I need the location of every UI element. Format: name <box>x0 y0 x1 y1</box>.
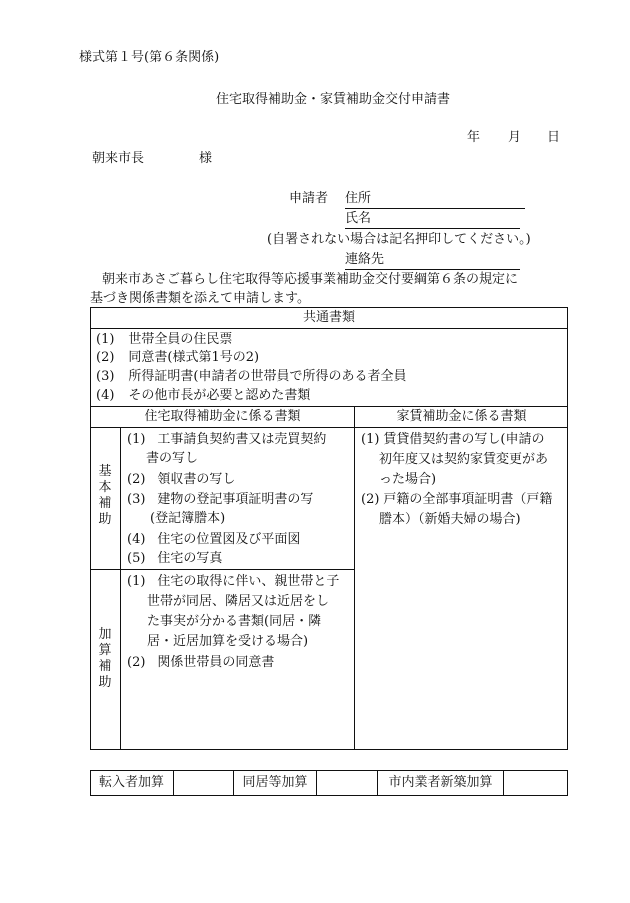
basic-label-char-4: 助 <box>98 512 112 527</box>
bonus-label-cohabit: 同居等加算 <box>242 775 308 790</box>
extra-label-char-2: 算 <box>98 643 112 658</box>
basic-item-5-num: (5) <box>127 551 146 566</box>
extra-label-char-4: 助 <box>98 675 112 690</box>
rent-item-1 <box>361 431 545 448</box>
date-month-label: 月 <box>508 130 522 145</box>
addressee-honorific: 様 <box>199 151 213 166</box>
extra-subsidy-label <box>96 627 114 691</box>
basic-label-char-1: 基 <box>98 464 112 479</box>
basic-subsidy-label <box>96 464 114 528</box>
extra-item-1-line-3: た事実が分かる書類(同居・隣 <box>147 614 322 629</box>
basic-label-char-3: 補 <box>98 496 112 511</box>
extra-item-1-line-4: 居・近居加算を受ける場合) <box>147 634 309 649</box>
basic-item-1-line-1: 工事請負契約書又は売買契約 <box>157 432 327 447</box>
extra-item-2-num: (2) <box>127 655 146 670</box>
name-field[interactable] <box>345 211 520 229</box>
body-line-1: 朝来市あさご暮らし住宅取得等応援事業補助金交付要綱第６条の規定に <box>102 272 519 287</box>
common-item-1-text: 世帯全員の住民票 <box>128 332 233 347</box>
rent-item-1-line-1: 賃貸借契約書の写し(申請の <box>383 432 545 447</box>
basic-item-5 <box>127 550 222 567</box>
extra-item-2-line-1: 関係世帯員の同意書 <box>157 655 275 670</box>
basic-item-5-line-1: 住宅の写真 <box>157 551 223 566</box>
rent-item-1-num: (1) <box>361 432 380 447</box>
rent-item-2 <box>361 491 552 508</box>
basic-label-char-2: 本 <box>98 480 112 495</box>
common-item-4 <box>96 387 310 404</box>
basic-item-2-num: (2) <box>127 472 146 487</box>
common-header: 共通書類 <box>302 310 355 325</box>
extra-item-2 <box>127 654 274 671</box>
common-item-4-num: (4) <box>96 388 115 403</box>
common-item-2 <box>96 349 259 366</box>
basic-item-2-line-1: 領収書の写し <box>157 472 236 487</box>
basic-item-4-line-1: 住宅の位置図及び平面図 <box>157 532 301 547</box>
extra-item-1 <box>127 573 339 590</box>
common-item-1-num: (1) <box>96 332 115 347</box>
extra-label-char-3: 補 <box>98 659 112 674</box>
common-item-2-num: (2) <box>96 350 115 365</box>
address-label: 住所 <box>345 191 525 209</box>
basic-item-1 <box>127 431 326 448</box>
basic-item-3-line-2: (登記簿謄本) <box>150 511 226 526</box>
basic-item-1-num: (1) <box>127 432 146 447</box>
bonus-label-local-builder: 市内業者新築加算 <box>388 775 493 790</box>
extra-item-1-line-1: 住宅の取得に伴い、親世帯と子 <box>157 574 340 589</box>
common-item-3-text: 所得証明書(申請者の世帯員で所得のある者全員 <box>128 369 407 384</box>
basic-item-1-line-2: 書の写し <box>146 451 199 466</box>
bonus-box-transfer[interactable] <box>174 771 233 795</box>
date-year-label: 年 <box>467 130 481 145</box>
date-day-label: 日 <box>547 130 561 145</box>
bonus-box-local-builder[interactable] <box>504 771 567 795</box>
bonus-box-cohabit[interactable] <box>317 771 377 795</box>
bonus-label-transfer: 転入者加算 <box>98 775 164 790</box>
body-line-2: 基づき関係書類を添えて申請します。 <box>90 291 310 306</box>
rent-item-2-line-1: 戸籍の全部事項証明書（戸籍 <box>383 492 553 507</box>
housing-header: 住宅取得補助金に係る書類 <box>144 409 301 424</box>
common-item-3 <box>96 368 407 385</box>
rent-item-2-line-2: 謄本）（新婚夫婦の場合) <box>379 512 521 527</box>
basic-item-4-num: (4) <box>127 532 146 547</box>
basic-item-4 <box>127 531 300 548</box>
basic-item-3-num: (3) <box>127 492 146 507</box>
rent-item-1-line-2: 初年度又は契約家賃変更があ <box>379 452 549 467</box>
rent-header: 家賃補助金に係る書類 <box>396 409 527 424</box>
contact-label: 連絡先 <box>345 252 520 270</box>
extra-label-char-1: 加 <box>98 627 112 642</box>
common-item-1 <box>96 331 232 348</box>
seal-note: (自署されない場合は記名押印してください。) <box>267 232 531 247</box>
basic-item-2 <box>127 471 235 488</box>
common-item-4-text: その他市長が必要と認めた書類 <box>128 388 311 403</box>
form-number: 様式第１号(第６条関係) <box>79 50 220 65</box>
name-label: 氏名 <box>345 211 520 229</box>
documents-table <box>90 307 568 750</box>
document-title: 住宅取得補助金・家賃補助金交付申請書 <box>216 92 451 107</box>
basic-item-3-line-1: 建物の登記事項証明書の写 <box>157 492 314 507</box>
address-field[interactable] <box>345 191 525 209</box>
common-item-3-num: (3) <box>96 369 115 384</box>
applicant-label: 申請者 <box>289 191 329 206</box>
extra-item-1-line-2: 世帯が同居、隣居又は近居をし <box>147 594 330 609</box>
contact-field[interactable] <box>345 252 520 270</box>
basic-item-3 <box>127 491 313 508</box>
rent-item-1-line-3: った場合) <box>379 472 437 487</box>
common-item-2-text: 同意書(様式第1号の2) <box>128 350 260 365</box>
bonus-table <box>90 770 568 796</box>
extra-item-1-num: (1) <box>127 574 146 589</box>
rent-item-2-num: (2) <box>361 492 380 507</box>
addressee-name: 朝来市長 <box>92 151 145 166</box>
